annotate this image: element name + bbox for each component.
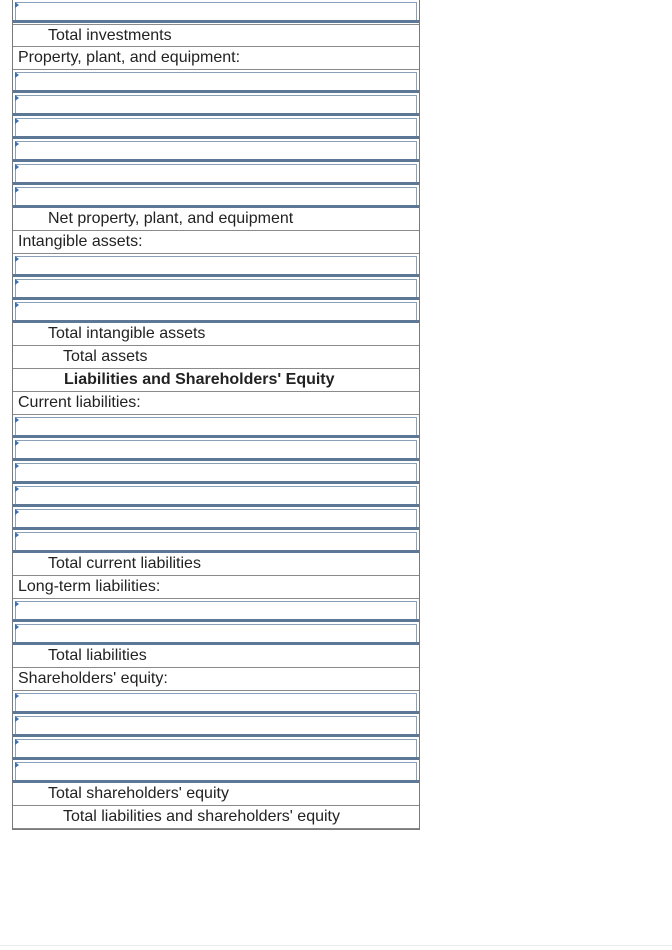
total-liabilities-equity-label: Total liabilities and shareholders' equity [13, 806, 419, 829]
dropdown-marker-icon [15, 95, 19, 101]
dropdown-marker-icon [15, 187, 19, 193]
total-intangible-label: Total intangible assets [13, 323, 419, 346]
dropdown-marker-icon [15, 601, 19, 607]
shareholders-equity-header: Shareholders' equity: [13, 668, 419, 691]
dropdown-marker-icon [15, 302, 19, 308]
dropdown-marker-icon [15, 118, 19, 124]
intangible-header: Intangible assets: [13, 231, 419, 254]
current-liability-input-4[interactable] [13, 484, 419, 507]
dropdown-marker-icon [15, 164, 19, 170]
dropdown-marker-icon [15, 486, 19, 492]
investment-input-1[interactable] [13, 0, 419, 23]
total-current-liabilities-label: Total current liabilities [13, 553, 419, 576]
long-term-liabilities-header: Long-term liabilities: [13, 576, 419, 599]
current-liabilities-header: Current liabilities: [13, 392, 419, 415]
dropdown-marker-icon [15, 463, 19, 469]
ppe-input-2[interactable] [13, 93, 419, 116]
equity-input-1[interactable] [13, 691, 419, 714]
ppe-input-6[interactable] [13, 185, 419, 208]
dropdown-marker-icon [15, 72, 19, 78]
ppe-input-5[interactable] [13, 162, 419, 185]
total-assets-label: Total assets [13, 346, 419, 369]
intangible-input-2[interactable] [13, 277, 419, 300]
dropdown-marker-icon [15, 141, 19, 147]
ppe-input-3[interactable] [13, 116, 419, 139]
dropdown-marker-icon [15, 532, 19, 538]
total-liabilities-label: Total liabilities [13, 645, 419, 668]
dropdown-marker-icon [15, 417, 19, 423]
current-liability-input-5[interactable] [13, 507, 419, 530]
long-term-input-1[interactable] [13, 599, 419, 622]
current-liability-input-1[interactable] [13, 415, 419, 438]
dropdown-marker-icon [15, 279, 19, 285]
equity-input-4[interactable] [13, 760, 419, 783]
dropdown-marker-icon [15, 762, 19, 768]
dropdown-marker-icon [15, 739, 19, 745]
intangible-input-1[interactable] [13, 254, 419, 277]
current-liability-input-6[interactable] [13, 530, 419, 553]
current-liability-input-3[interactable] [13, 461, 419, 484]
dropdown-marker-icon [15, 2, 19, 8]
ppe-header: Property, plant, and equipment: [13, 47, 419, 70]
dropdown-marker-icon [15, 440, 19, 446]
liabilities-equity-heading: Liabilities and Shareholders' Equity [13, 369, 419, 392]
long-term-input-2[interactable] [13, 622, 419, 645]
current-liability-input-2[interactable] [13, 438, 419, 461]
equity-input-2[interactable] [13, 714, 419, 737]
equity-input-3[interactable] [13, 737, 419, 760]
dropdown-marker-icon [15, 509, 19, 515]
balance-sheet-table [12, 0, 420, 830]
dropdown-marker-icon [15, 624, 19, 630]
ppe-input-1[interactable] [13, 70, 419, 93]
dropdown-marker-icon [15, 693, 19, 699]
ppe-input-4[interactable] [13, 139, 419, 162]
intangible-input-3[interactable] [13, 300, 419, 323]
dropdown-marker-icon [15, 256, 19, 262]
dropdown-marker-icon [15, 716, 19, 722]
page-bottom-divider [0, 945, 672, 946]
total-shareholders-equity-label: Total shareholders' equity [13, 783, 419, 806]
total-investments-label: Total investments [13, 24, 419, 47]
net-ppe-label: Net property, plant, and equipment [13, 208, 419, 231]
